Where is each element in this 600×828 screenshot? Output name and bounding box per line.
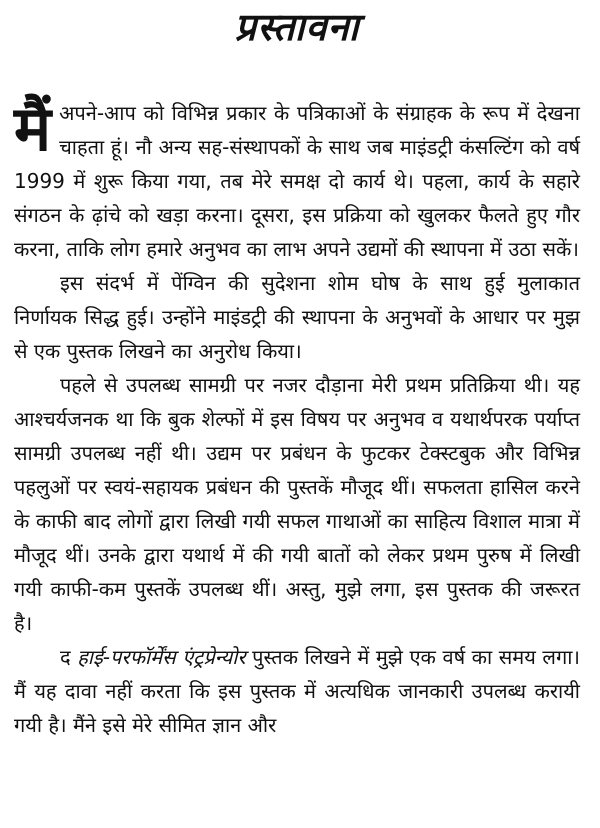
paragraph-1 <box>14 92 580 266</box>
body-text <box>14 92 580 742</box>
paragraph-3: पहले से उपलब्ध सामग्री पर नजर दौड़ाना मेरी प्रथम प्रतिक्रिया थी। यह आश्चर्यजनक था कि बुक शेल्फों में इस विषय पर अनुभव व यथार्थपरक पर्याप्त सामग्री उपलब्ध नहीं थी। उद्यम पर प्रबंधन के फुटकर टेक्स्टबुक और विभिन्न पहलुओं पर स्वयं-सहायक प्रबंधन की पुस्तकें मौजूद थीं। सफलता हासिल करने के काफी बाद लोगों द्वारा लिखी गयी सफल गाथाओं का साहित्य विशाल मात्रा में मौजूद थीं। उनके द्वारा यथार्थ में की गयी बातों को लेकर प्रथम पुरुष में लिखी गयी काफी-कम पुस्तकें उपलब्ध थीं। अस्तु, मुझे लगा, इस पुस्तक की जरूरत है। <box>14 373 580 635</box>
paragraph-4-prefix: द <box>60 645 78 669</box>
paragraph-4 <box>14 640 580 742</box>
paragraph-2: इस संदर्भ में पेंग्विन की सुदेशना शोम घोष के साथ हुई मुलाकात निर्णायक सिद्ध हुई। उन्होंने माइंडट्री की स्थापना के अनुभवों के आधार पर मुझ से एक पुस्तक लिखने का अनुरोध किया। <box>14 271 580 363</box>
book-title: हाई-परफॉर्मेंस एंट्रप्रेन्योर <box>77 645 246 669</box>
paragraph-4-text: पुस्तक लिखने में मुझे एक वर्ष का समय लगा। मैं यह दावा नहीं करता कि इस पुस्तक में अत्यधिक जानकारी उपलब्ध करायी गयी है। मैंने इसे मेरे सीमित ज्ञान और <box>14 645 580 737</box>
page-title: प्रस्तावना <box>234 5 360 49</box>
paragraph-1-text: अपने-आप को विभिन्न प्रकार के पत्रिकाओं के संग्राहक के रूप में देखना चाहता हूं। नौ अन्य सह-संस्थापकों के साथ जब माइंडट्री कंसल्टिंग को वर्ष 1999 में शुरू किया गया, तब मेरे समक्ष दो कार्य थे। पहला, कार्य के सहारे संगठन के ढ़ांचे को खड़ा करना। दूसरा, इस प्रक्रिया को खुलकर फैलते हुए गौर करना, ताकि लोग हमारे अनुभव का लाभ अपने उद्यमों की स्थापना में उठा सकें। <box>14 101 580 261</box>
drop-cap: मैं <box>14 92 52 165</box>
